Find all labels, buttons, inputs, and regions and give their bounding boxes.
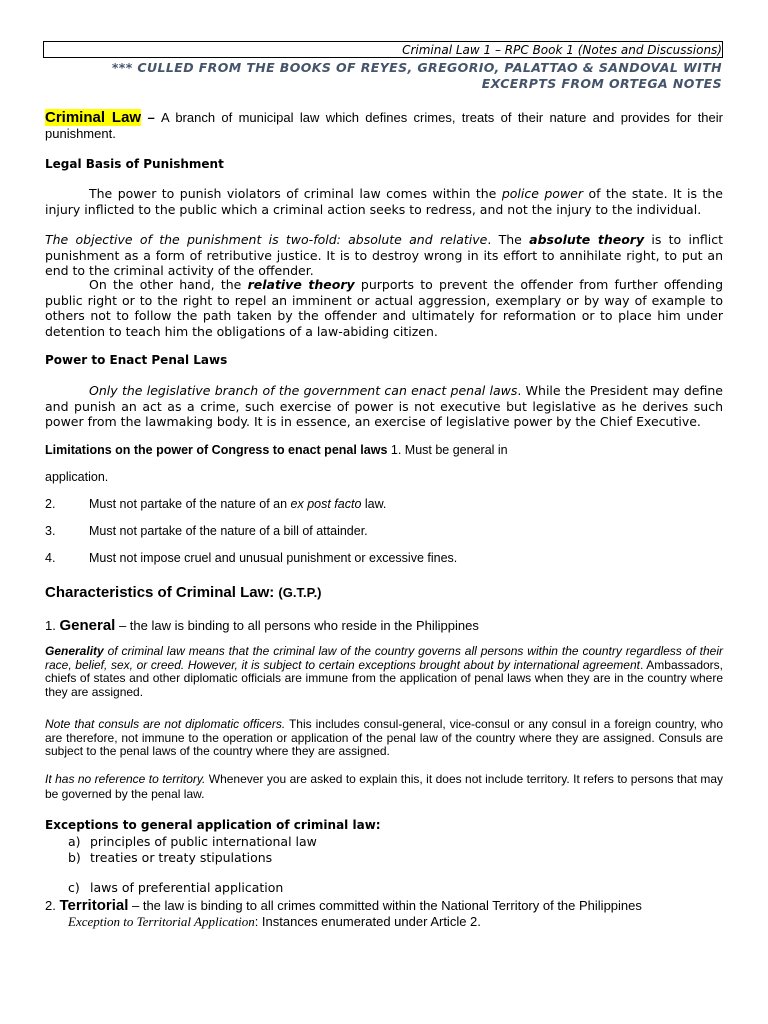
characteristics-code: (G.T.P.) [278, 585, 322, 600]
legal-basis-paragraph-2 [45, 232, 723, 279]
territorial-exception: Exception to Territorial Application: Instances enumerated under Article 2. [68, 914, 481, 929]
limitation-item [0, 551, 768, 571]
lb-p2-d: is to inflict punishment as a form of retributive justice. It is to destroy wrong in its effort to annihilate right, to put an end to the criminal activity of the offender. [45, 232, 724, 278]
territorial-term: Territorial [59, 897, 129, 914]
territory-note-paragraph: It has no reference to territory. Whenever you are asked to explain this, it does not include territory. It refers to persons that may be governed by the penal law. [45, 772, 723, 801]
exception-item: a) principles of public international law [68, 834, 317, 849]
definition-text: A branch of municipal law which defines crimes, treats of their nature and provides for their punishment. [45, 110, 723, 141]
lb-p2-b: . The [487, 232, 530, 247]
exception-item: b) treaties or treaty stipulations [68, 850, 273, 865]
exception-item: c) laws of preferential application [68, 880, 284, 895]
limitation-num: 4. [45, 551, 56, 565]
legal-basis-paragraph-1 [45, 186, 723, 217]
lb-p3-b: relative theory [247, 277, 355, 292]
power-paragraph [45, 383, 723, 430]
limitations-line [45, 443, 508, 457]
lb-p1-b: police power [501, 186, 584, 201]
limitation-item [0, 524, 768, 544]
source-note-line1: *** CULLED FROM THE BOOKS OF REYES, GREGORIO, PALATTAO & SANDOVAL WITH [111, 60, 722, 75]
lb-p1-a: The power to punish violators of criminal law comes within the [89, 186, 502, 201]
criminal-law-definition [45, 110, 723, 142]
territorial-line: 2. Territorial – the law is binding to all crimes committed within the National Territory of the Philippines [45, 897, 642, 914]
source-note-line2: EXCERPTS FROM ORTEGA NOTES [481, 76, 722, 91]
limitation-num: 2. [45, 497, 56, 511]
source-note [62, 60, 722, 92]
general-term: General [59, 617, 116, 634]
limitation-num: 3. [45, 524, 56, 538]
limitations-heading: Limitations on the power of Congress to enact penal laws [45, 443, 388, 457]
power-heading: Power to Enact Penal Laws [45, 353, 228, 367]
definition-dash: – [141, 110, 162, 125]
limitation-text: Must not impose cruel and unusual punishment or excessive fines. [89, 551, 458, 565]
lb-p1-c: of the state. It is the injury inflicted to the public which a criminal action seeks to redress, and not the injury to the individual. [45, 186, 723, 217]
power-p-a: Only the legislative branch of the government can enact penal laws [89, 383, 518, 398]
lb-p3-a: On the other hand, the [89, 277, 248, 292]
definition-term: Criminal Law [45, 109, 142, 126]
limitation-item [0, 497, 768, 517]
limitation-text: Must not partake of the nature of a bill of attainder. [89, 524, 368, 538]
legal-basis-heading: Legal Basis of Punishment [45, 157, 224, 171]
characteristics-heading: Characteristics of Criminal Law: (G.T.P.) [45, 584, 322, 601]
limitation-text: Must not partake of the nature of an ex post facto law. [89, 497, 387, 511]
limitation-1b: application. [45, 470, 109, 484]
lb-p2-c: absolute theory [529, 232, 645, 247]
header-title: Criminal Law 1 – RPC Book 1 (Notes and Discussions) [402, 43, 722, 57]
limitation-1a: 1. Must be general in [387, 443, 508, 457]
general-line: 1. General – the law is binding to all persons who reside in the Philippines [45, 617, 479, 634]
legal-basis-paragraph-3 [45, 277, 723, 339]
power-p-b: . While the President may define and punish an act as a crime, such exercise of power is not executive but legislative as he derives such power from the lawmaking body. It is in essence, an exercise of legislative power by the Chief Executive. [45, 383, 723, 429]
exceptions-heading: Exceptions to general application of criminal law: [45, 818, 381, 832]
generality-paragraph: Generality of criminal law means that the criminal law of the country governs all persons within the country regardless of their race, belief, sex, or creed. However, it is subject to certain exceptions brought about by international agreement. Ambassadors, chiefs of states and other diplomatic officials are immune from the application of penal laws when they are in the country where they are assigned. [45, 644, 723, 699]
lb-p3-c: purports to prevent the offender from further offending public right or to the right to repel an imminent or actual aggression, exemplary or by way of example to others not to follow the path taken by the offender and ultimately for reformation or to place him under detention to teach him the obligations of a law-abiding citizen. [45, 277, 724, 339]
lb-p2-a: The objective of the punishment is two-fold: absolute and relative [45, 232, 488, 247]
consuls-paragraph: Note that consuls are not diplomatic officers. This includes consul-general, vice-consul or any consul in a foreign country, who are therefore, not immune to the operation or application of the penal law of the country where they are assigned. Consuls are subject to the penal laws of the country where they are assigned. [45, 717, 723, 758]
